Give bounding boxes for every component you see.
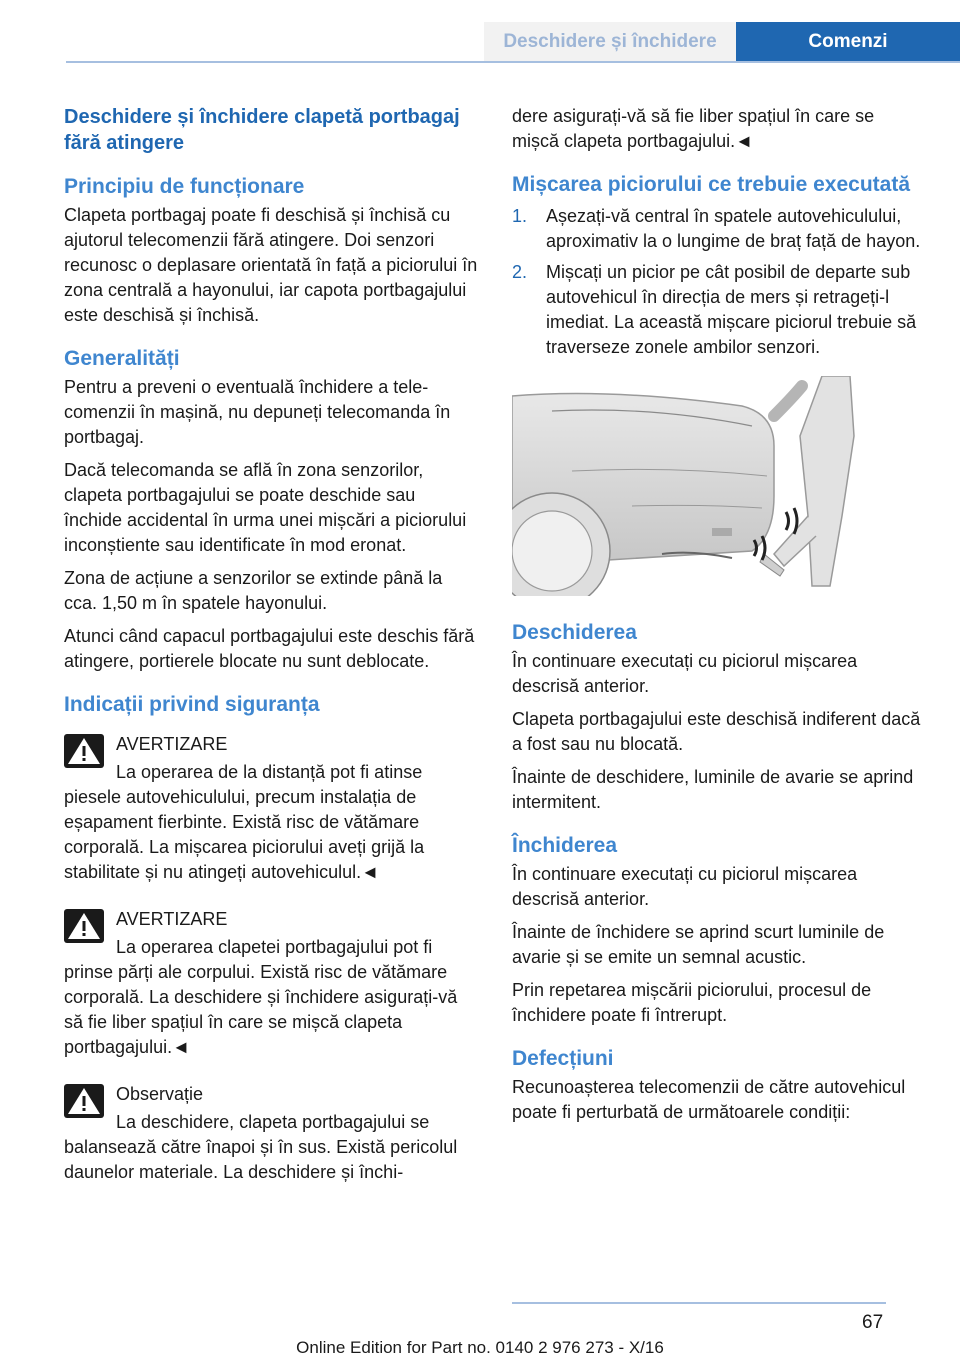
warning-block	[64, 907, 478, 1060]
right-column	[512, 104, 926, 1125]
opening-paragraph: Clapeta portbagajului este deschisă indiferent dacă a fost sau nu blocată.	[512, 709, 921, 754]
safety-heading: Indicații privind siguranța	[64, 693, 320, 716]
step-text: Mișcați un picior pe cât posibil de departe sub autovehicul în direcția de mers și retrageți-l imediat. La această mișcare piciorul trebuie să traverseze zonele ambilor senzori.	[546, 262, 917, 357]
header-section-tab: Deschidere și închidere	[484, 22, 736, 62]
opening-paragraph: Înainte de deschidere, luminile de avarie se aprind intermitent.	[512, 767, 914, 812]
general-paragraph: Zona de acțiune a senzorilor se extinde până la cca. 1,50 m în spatele hayonului.	[64, 568, 443, 613]
closing-paragraph: În continuare executați cu piciorul mișcarea descrisă anterior.	[512, 864, 858, 909]
warning-text: prinse părți ale corpului. Există risc de vătămare corporală. La deschidere și închidere asigurați-vă să fie liber spațiul în care se mișcă clapeta portbagajului.◄	[64, 962, 458, 1057]
step-number: 1.	[512, 206, 528, 226]
warning-title: AVERTIZARE	[116, 734, 228, 754]
kick-sensor-illustration	[512, 376, 868, 596]
faults-paragraph: Recunoașterea telecomenzii de către autovehicul poate fi perturbată de următoarele condiții:	[512, 1077, 906, 1122]
general-paragraph: Atunci când capacul portbagajului este deschis fără atingere, portierele blocate nu sunt deblocate.	[64, 626, 475, 671]
warning-title: AVERTIZARE	[116, 909, 228, 929]
notice-text: balansează către înapoi și în sus. Există pericolul daunelor materiale. La deschidere și închi-	[64, 1137, 458, 1182]
footer-edition: Online Edition for Part no. 0140 2 976 273 - X/16	[296, 1338, 664, 1357]
warning-text: La operarea de la distanță pot fi atinse	[116, 762, 423, 782]
list-item	[512, 204, 926, 254]
header-divider	[66, 61, 960, 63]
continuation-text: dere asigurați-vă să fie liber spațiul în care se mișcă clapeta portbagajului.◄	[512, 106, 875, 151]
notice-text: La deschidere, clapeta portbagajului se	[116, 1112, 430, 1132]
steps-list	[512, 204, 926, 360]
closing-paragraph: Înainte de închidere se aprind scurt luminile de avarie și se emite un semnal acustic.	[512, 922, 885, 967]
general-paragraph: Pentru a preveni o eventuală închidere a telecomenzii în mașină, nu depuneți telecomanda în portbagaj.	[64, 377, 451, 447]
page-title: Deschidere și închidere clapetă portbagaj fără atingere	[64, 106, 460, 154]
general-paragraph: Dacă telecomanda se află în zona senzorilor, clapeta portbagajului se poate deschide sau închide accidental în urma unei mișcări a piciorului inconștiente sau identificate în mod eronat.	[64, 460, 467, 555]
notice-block	[64, 1082, 478, 1185]
page-number: 67	[862, 1312, 884, 1333]
warning-triangle-icon	[64, 734, 104, 768]
left-column	[64, 104, 478, 1185]
principle-text: Clapeta portbagaj poate fi deschisă și închisă cu ajutorul telecomenzii fără atingere. Doi senzori recunosc o deplasare orientată în față a piciorului în zona centrală a hayonului, iar capota portbagajului este deschisă și închisă.	[64, 205, 478, 325]
step-number: 2.	[512, 262, 528, 282]
principle-heading: Principiu de funcționare	[64, 175, 305, 198]
faults-heading: Defecțiuni	[512, 1047, 614, 1070]
warning-text: piesele autovehiculului, precum instalația de eșapament fierbinte. Există risc de vătămare corporală. La mișcarea piciorului aveți grijă la stabilitate și nu atingeți autovehiculul.◄	[64, 787, 425, 882]
closing-heading: Închiderea	[512, 834, 618, 857]
closing-paragraph: Prin repetarea mișcării piciorului, procesul de închidere poate fi întrerupt.	[512, 980, 872, 1025]
list-item	[512, 260, 926, 360]
warning-text: La operarea clapetei portbagajului pot fi	[116, 937, 433, 957]
warning-block	[64, 732, 478, 885]
warning-triangle-icon	[64, 909, 104, 943]
notice-title: Observație	[116, 1084, 204, 1104]
motion-heading: Mișcarea piciorului ce trebuie executată	[512, 173, 910, 196]
header-chapter-tab: Comenzi	[736, 22, 960, 62]
step-text: Așezați-vă central în spatele autovehiculului, aproximativ la o lungime de braț față de hayon.	[546, 206, 921, 251]
opening-heading: Deschiderea	[512, 621, 637, 644]
general-heading: Generalități	[64, 347, 180, 370]
opening-paragraph: În continuare executați cu piciorul mișcarea descrisă anterior.	[512, 651, 858, 696]
footer-divider	[512, 1302, 886, 1304]
notice-triangle-icon	[64, 1084, 104, 1118]
